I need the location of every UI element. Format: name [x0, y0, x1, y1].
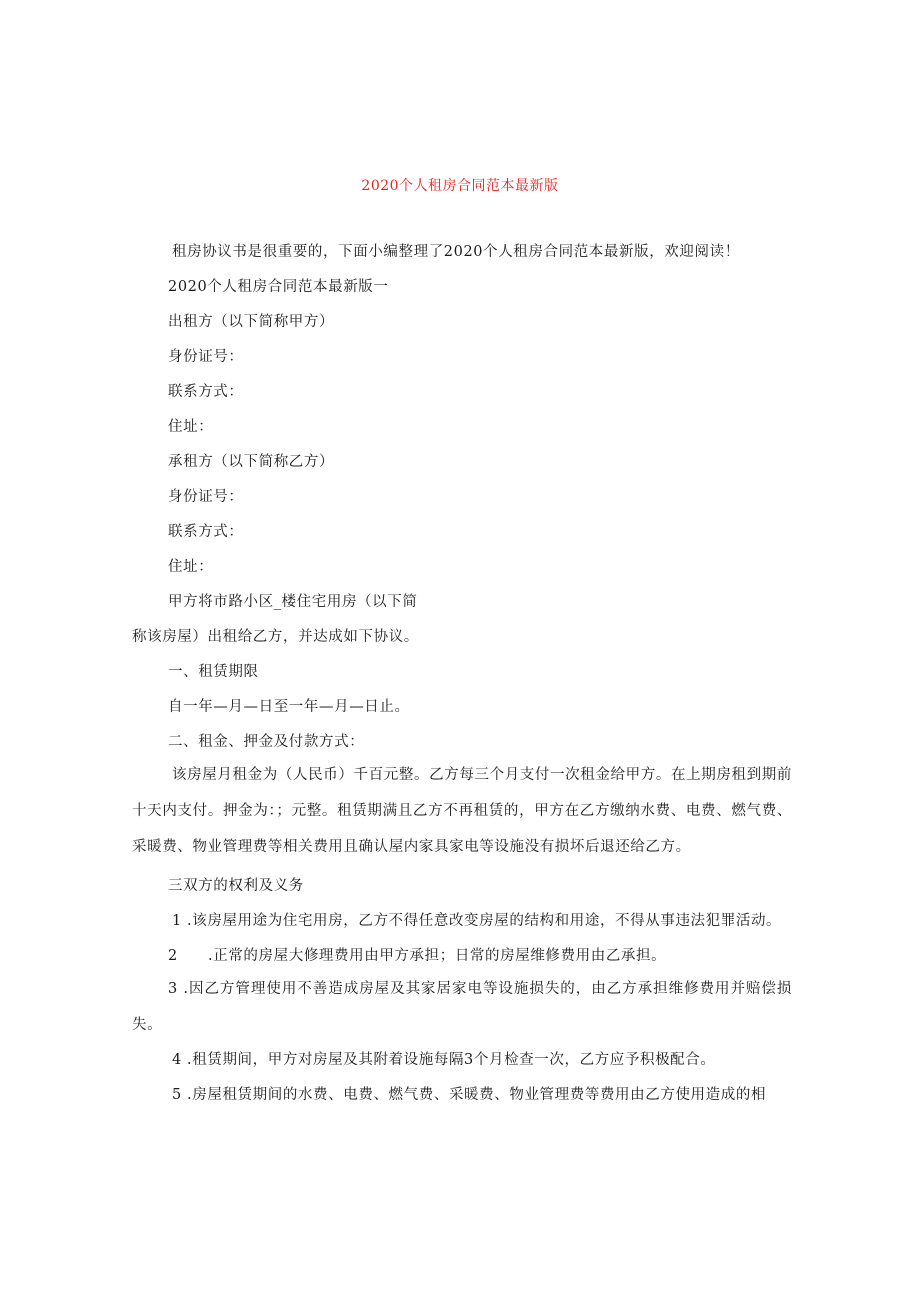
- lessee-id-label: 身份证号：: [168, 489, 244, 505]
- list-item-1: 1 .该房屋用途为住宅用房，乙方不得任意改变房屋的结构和用途，不得从事违法犯罪活动。: [172, 913, 782, 929]
- premises-line-2: 称该房屋）出租给乙方，并达成如下协议。: [132, 629, 419, 645]
- lessee-address-label: 住址：: [168, 559, 214, 575]
- clause-1-heading: 一、租赁期限: [168, 664, 259, 680]
- clause-2-text: 该房屋月租金为（人民币）千百元整。乙方每三个月支付一次租金给甲方。在上期房租到期前十天内支付。押金为：；元整。租赁期满且乙方不再租赁的，甲方在乙方缴纳水费、电费、燃气费、采暖费、物业管理费等相关费用且确认屋内家具家电等设施没有损坏后退还给乙方。: [132, 767, 792, 855]
- intro-paragraph: 租房协议书是很重要的，下面小编整理了2020个人租房合同范本最新版，欢迎阅读！: [172, 244, 740, 260]
- section-heading: 2020个人租房合同范本最新版一: [168, 279, 389, 295]
- lessor-label: 出租方（以下简称甲方）: [168, 314, 335, 330]
- list-item-5: 5 .房屋租赁期间的水费、电费、燃气费、采暖费、物业管理费等费用由乙方使用造成的相: [172, 1087, 767, 1103]
- list-item-2: 2 .正常的房屋大修理费用由甲方承担；日常的房屋维修费用由乙承担。: [168, 948, 667, 964]
- lessor-contact-label: 联系方式：: [168, 384, 244, 400]
- lessor-id-label: 身份证号：: [168, 349, 244, 365]
- lessee-label: 承租方（以下简称乙方）: [168, 454, 335, 470]
- list-item-4: 4 .租赁期间，甲方对房屋及其附着设施每隔3个月检查一次，乙方应予积极配合。: [172, 1052, 716, 1068]
- lessee-contact-label: 联系方式：: [168, 524, 244, 540]
- lessor-address-label: 住址：: [168, 419, 214, 435]
- list-item-3: 3 .因乙方管理使用不善造成房屋及其家居家电等设施损失的，由乙方承担维修费用并赔偿损失。: [132, 981, 792, 1033]
- clause-1-text: 自一年—月—日至一年—月—日止。: [168, 699, 410, 715]
- premises-line-1: 甲方将市路小区_楼住宅用房（以下简: [168, 594, 418, 610]
- clause-2-heading: 二、租金、押金及付款方式：: [168, 734, 365, 750]
- document-title: 2020个人租房合同范本最新版: [361, 178, 559, 194]
- clause-3-heading: 三双方的权利及义务: [168, 878, 304, 894]
